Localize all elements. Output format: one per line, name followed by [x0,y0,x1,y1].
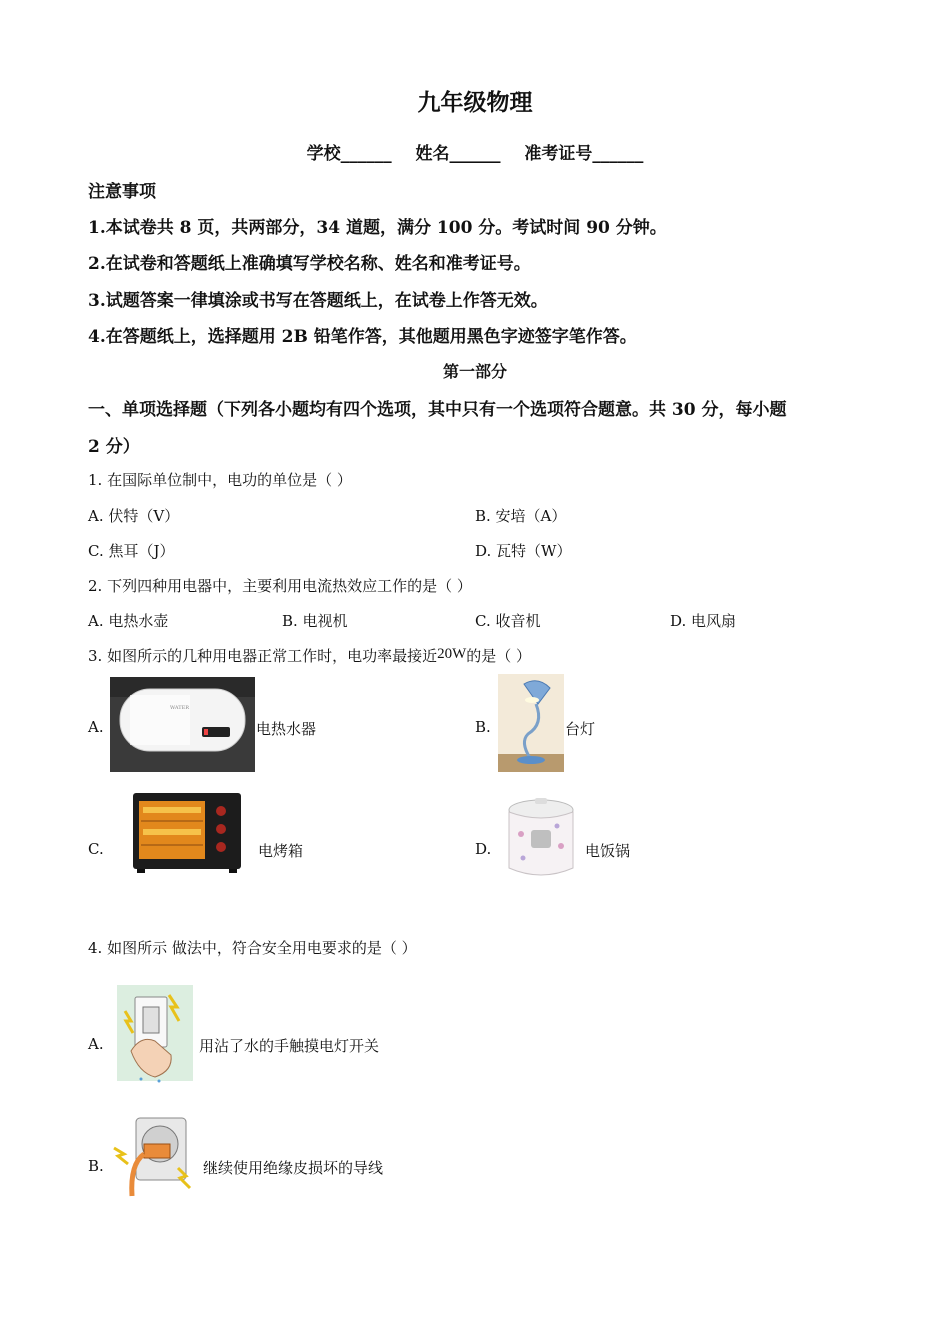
q3-option-d-letter: D. [475,840,492,858]
q1-option-d: D. 瓦特（W） [475,542,572,560]
q2-option-d: D. 电风扇 [670,612,737,630]
q4-option-a-text: 用沾了水的手触摸电灯开关 [199,1037,380,1055]
q4-option-b-text: 继续使用绝缘皮损坏的导线 [203,1159,384,1177]
exam-id-field: 准考证号______ [524,144,644,164]
notice-item: 2.在试卷和答题纸上准确填写学校名称、姓名和准考证号。 [88,254,531,274]
damaged-wire-image [108,1114,200,1200]
q2-option-c: C. 收音机 [475,612,541,630]
page-title: 九年级物理 [417,89,533,116]
student-info-line [0,139,950,164]
q2-option-a: A. 电热水壶 [88,612,169,630]
q4-option-a-letter: A. [88,1035,104,1053]
rice-cooker-image [501,796,581,884]
q3-option-b-text: 台灯 [565,720,596,738]
notice-item: 1.本试卷共 8 页，共两部分，34 道题，满分 100 分。考试时间 90 分钟。 [88,218,667,238]
section-heading: 一、单项选择题（下列各小题均有四个选项，其中只有一个选项符合题意。共 30 分，每小题 [88,400,787,420]
q3-option-d-text: 电饭锅 [585,842,631,860]
q3-option-a-text: 电热水器 [256,720,317,738]
water-heater-image [110,677,255,772]
wet-hand-switch-image [111,981,199,1085]
q3-stem-pre: 3. 如图所示的几种用电器正常工作时，电功率最接近 [88,647,438,665]
q3-option-a-letter: A. [88,718,104,736]
notice-heading: 注意事项 [88,182,156,202]
notice-item: 4.在答题纸上，选择题用 2B 铅笔作答，其他题用黑色字迹签字笔作答。 [88,327,637,347]
q3-option-b-letter: B. [475,718,491,736]
part-heading: 第一部分 [442,362,507,381]
q3-stem [88,645,531,666]
q1-option-a: A. 伏特（V） [88,507,180,525]
desk-lamp-image [498,674,564,772]
q3-option-c-text: 电烤箱 [258,842,304,860]
school-field: 学校______ [306,144,392,164]
section-heading-cont: 2 分） [88,437,140,457]
svg-text:WATER: WATER [170,705,189,711]
q3-stem-post: 的是（ ） [466,647,532,665]
notice-item: 3.试题答案一律填涂或书写在答题纸上，在试卷上作答无效。 [88,291,548,311]
q3-option-c-letter: C. [88,840,104,858]
name-field: 姓名______ [415,144,501,164]
q3-power-value: 20W [437,646,467,662]
q2-stem: 2. 下列四种用电器中，主要利用电流热效应工作的是（ ） [88,577,472,595]
q4-option-b-letter: B. [88,1157,104,1175]
electric-oven-image [131,789,244,881]
q1-option-c: C. 焦耳（J） [88,542,175,560]
q1-option-b: B. 安培（A） [475,507,567,525]
q4-stem: 4. 如图所示 做法中，符合安全用电要求的是（ ） [88,939,417,957]
q2-option-b: B. 电视机 [282,612,348,630]
q1-stem: 1. 在国际单位制中，电功的单位是（ ） [88,471,352,489]
